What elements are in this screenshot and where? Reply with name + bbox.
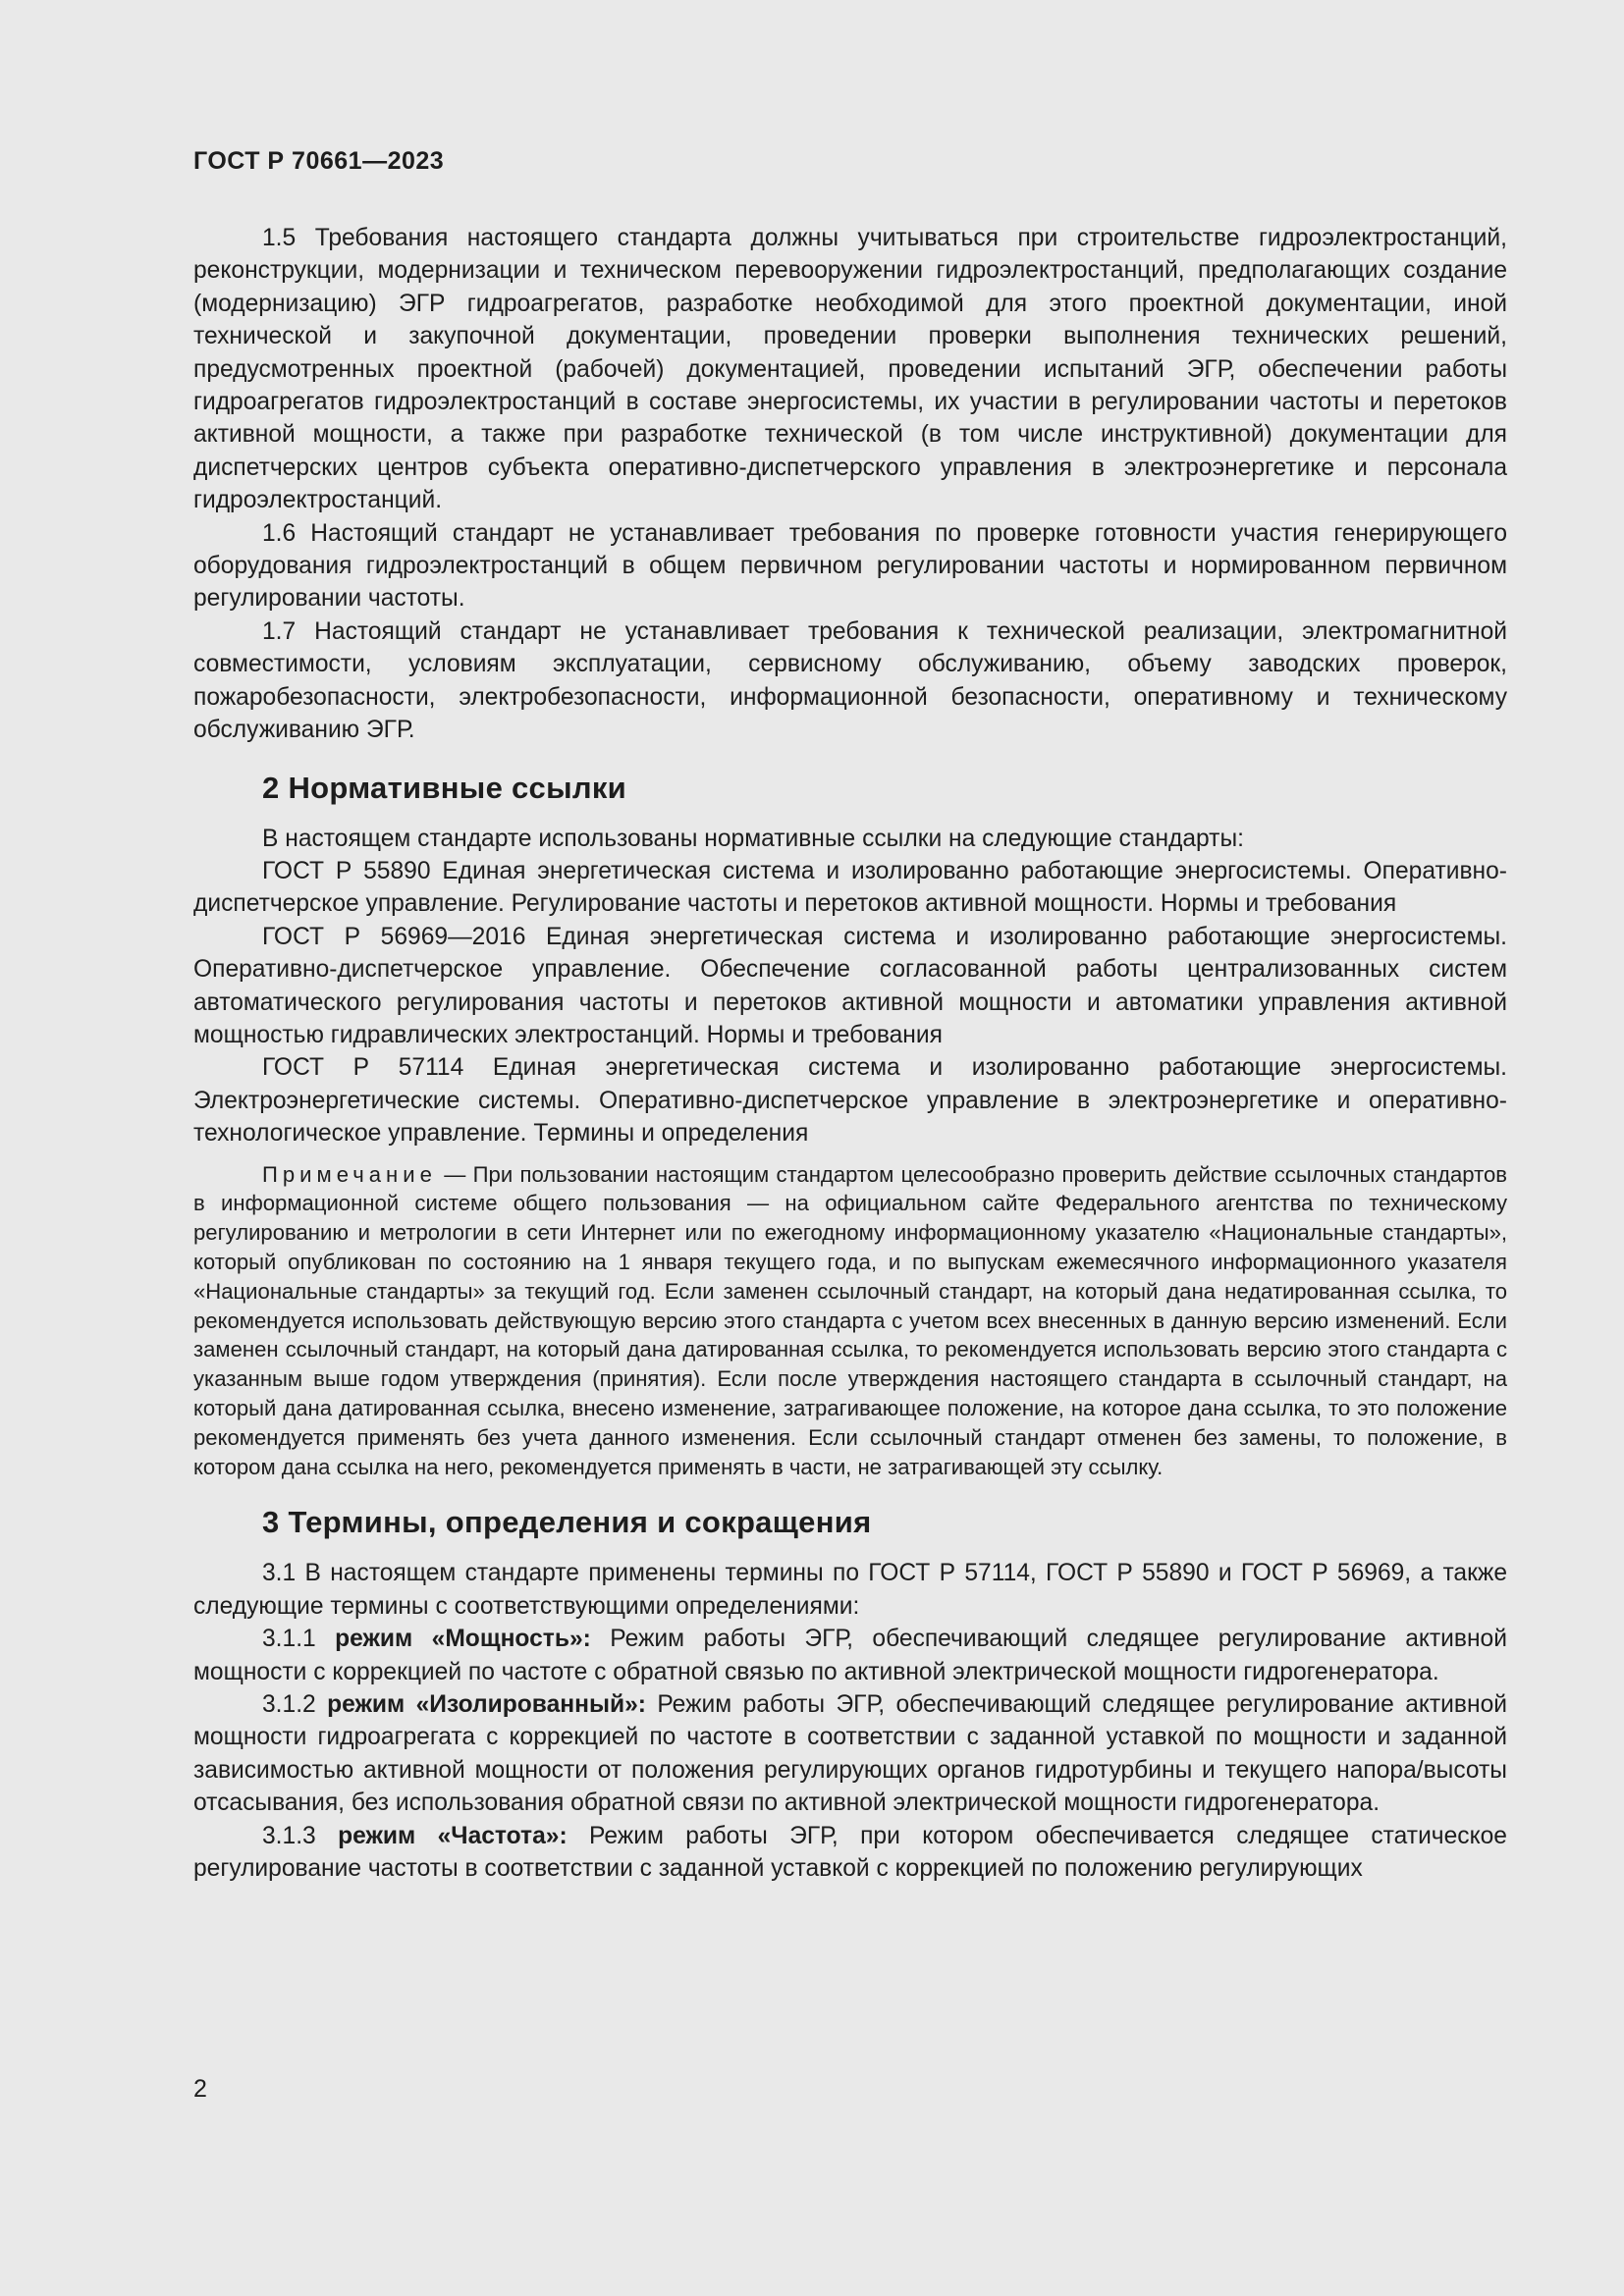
term-definition: Режим работы ЭГР, обеспечивающий следящее регулирование активной мощности гидроагрегата с коррекцией по частоте в соответствии с заданной уставкой по мощности и заданной зависимостью активной мощности от положения регулирующих органов гидротурбины и текущего напора/высоты отсасывания, без использования обратной связи по активной электрической мощности гидрогенератора.	[193, 1690, 1507, 1817]
document-id-header: ГОСТ Р 70661—2023	[193, 147, 445, 175]
term-number: 3.1.3	[262, 1822, 339, 1849]
term-name: режим «Мощность»:	[335, 1626, 591, 1653]
term-3-1-3	[193, 1820, 1507, 1886]
paragraph-1-5: 1.5 Требования настоящего стандарта должны учитываться при строительстве гидроэлектростанций, реконструкции, модернизации и техническом перевооружении гидроэлектростанций, предполагающих создание (модернизацию) ЭГР гидроагрегатов, разработке необходимой для этого проектной документации, иной технической и закупочной документации, проведении проверки выполнения технических решений, предусмотренных проектной (рабочей) документацией, проведении испытаний ЭГР, обеспечении работы гидроагрегатов гидроэлектростанций в составе энергосистемы, их участии в регулировании частоты и перетоков активной мощности, а также при разработке технической (в том числе инструктивной) документации для диспетчерских центров субъекта оперативно-диспетчерского управления в электроэнергетике и персонала гидроэлектростанций.	[193, 225, 1507, 514]
note-text: — При пользовании настоящим стандартом целесообразно проверить действие ссылочных стандартов в информационной системе общего пользования — на официальном сайте Федерального агентства по техническому регулированию и метрологии в сети Интернет или по ежегодному информационному указателю «Национальные стандарты», который опубликован по состоянию на 1 января текущего года, и по выпускам ежемесячного информационного указателя «Национальные стандарты» за текущий год. Если заменен ссылочный стандарт, на который дана недатированная ссылка, то рекомендуется использовать действующую версию этого стандарта с учетом всех внесенных в данную версию изменений. Если заменен ссылочный стандарт, на который дана датированная ссылка, то рекомендуется использовать версию этого стандарта с указанным выше годом утверждения (принятия). Если после утверждения настоящего стандарта в ссылочный стандарт, на который дана датированная ссылка, внесено изменение, затрагивающее положение, на которое дана ссылка, то это положение рекомендуется применять без учета данного изменения. Если ссылочный стандарт отменен без замены, то положение, в котором дана ссылка на него, рекомендуется применять в части, не затрагивающей эту ссылку.	[193, 1161, 1507, 1479]
section-2-heading: 2 Нормативные ссылки	[262, 770, 627, 805]
term-name: режим «Изолированный»:	[327, 1690, 646, 1718]
term-number: 3.1.1	[262, 1626, 336, 1653]
note-paragraph	[193, 1160, 1507, 1482]
paragraph-3-1: 3.1 В настоящем стандарте применены термины по ГОСТ Р 57114, ГОСТ Р 55890 и ГОСТ Р 56969, а также следующие термины с соответствующими определениями:	[193, 1560, 1507, 1620]
term-number: 3.1.2	[262, 1690, 328, 1718]
paragraph-1-7: 1.7 Настоящий стандарт не устанавливает требования к технической реализации, электромагнитной совместимости, условиям эксплуатации, сервисному обслуживанию, объему заводских проверок, пожаробезопасности, электробезопасности, информационной безопасности, оперативному и техническому обслуживанию ЭГР.	[193, 617, 1507, 744]
reference-gost-56969: ГОСТ Р 56969—2016 Единая энергетическая система и изолированно работающие энергосистемы. Оперативно-диспетчерское управление. Обеспечение согласованной работы централизованных систем автоматического регулирования частоты и перетоков активной мощности и автоматики управления активной мощностью гидравлических электростанций. Нормы и требования	[193, 923, 1507, 1048]
term-definition: Режим работы ЭГР, обеспечивающий следящее регулирование активной мощности с коррекцией по частоте с обратной связью по активной электрической мощности гидрогенератора.	[193, 1626, 1507, 1685]
paragraph-1-6: 1.6 Настоящий стандарт не устанавливает требования по проверке готовности участия генерирующего оборудования гидроэлектростанций в общем первичном регулировании частоты и нормированном первичном регулировании частоты.	[193, 519, 1507, 613]
section-2-intro: В настоящем стандарте использованы нормативные ссылки на следующие стандарты:	[262, 825, 1244, 852]
term-name: режим «Частота»:	[338, 1822, 568, 1849]
term-3-1-1	[193, 1623, 1507, 1688]
reference-gost-55890: ГОСТ Р 55890 Единая энергетическая система и изолированно работающие энергосистемы. Оперативно-диспетчерское управление. Регулирование частоты и перетоков активной мощности. Нормы и требования	[193, 857, 1507, 918]
page-number: 2	[193, 2075, 207, 2103]
reference-gost-57114: ГОСТ Р 57114 Единая энергетическая система и изолированно работающие энергосистемы. Электроэнергетические системы. Оперативно-диспетчерское управление в электроэнергетике и оперативно-технологическое управление. Термины и определения	[193, 1054, 1507, 1148]
term-3-1-2	[193, 1688, 1507, 1820]
note-label: Примечание	[262, 1161, 437, 1187]
document-body	[193, 222, 1507, 1885]
term-definition: Режим работы ЭГР, при котором обеспечивается следящее статическое регулирование частоты в соответствии с заданной уставкой с коррекцией по положению регулирующих	[193, 1822, 1507, 1882]
section-3-heading: 3 Термины, определения и сокращения	[262, 1505, 872, 1540]
